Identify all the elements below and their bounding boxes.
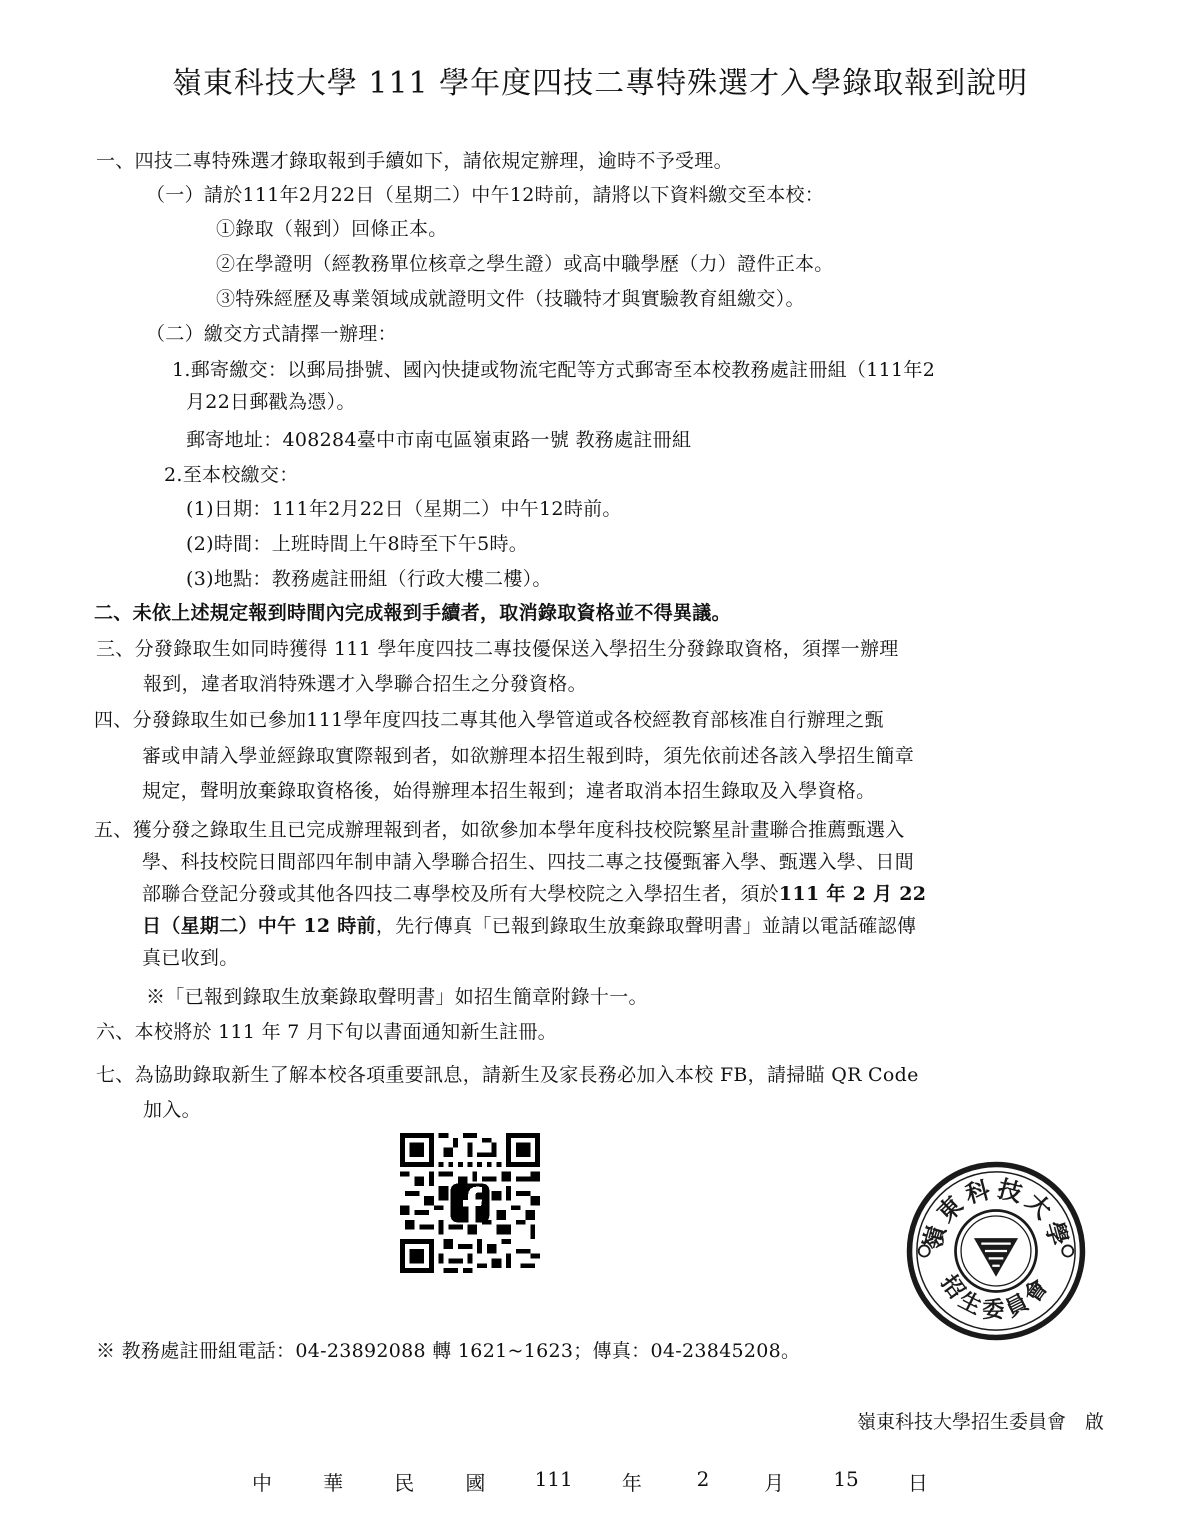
inperson-date: (1)日期：111年2月22日（星期二）中午12時前。 xyxy=(186,498,622,520)
date-part: 日 xyxy=(907,1471,928,1495)
item-1-2-mail: 1.郵寄繳交：以郵局掛號、國內快捷或物流宅配等方式郵寄至本校教務處註冊組（111年2 xyxy=(172,359,936,381)
item-2: 二、未依上述規定報到時間內完成報到手續者，取消錄取資格並不得異議。 xyxy=(94,602,731,624)
inperson-place: (3)地點：教務處註冊組（行政大樓二樓）。 xyxy=(186,568,552,590)
item-3: 三、分發錄取生如同時獲得 111 學年度四技二專技優保送入學招生分發錄取資格，須擇一辦理 xyxy=(96,638,899,660)
item-1-2-mail-cont: 月22日郵戳為憑）。 xyxy=(186,391,356,413)
item-6: 六、本校將於 111 年 7 月下旬以書面通知新生註冊。 xyxy=(96,1021,557,1043)
item-1-heading: 一、四技二專特殊選才錄取報到手續如下，請依規定辦理，逾時不予受理。 xyxy=(96,150,733,172)
date-part: 民 xyxy=(394,1471,415,1495)
item-5-cont-2 xyxy=(142,879,926,906)
date-year: 111 xyxy=(534,1467,573,1491)
svg-text:嶺東科技大學: 嶺東科技大學 xyxy=(917,1174,1075,1254)
item-5-note: ※「已報到錄取生放棄錄取聲明書」如招生簡章附錄十一。 xyxy=(146,986,648,1008)
mail-address: 郵寄地址：408284臺中市南屯區嶺東路一號 教務處註冊組 xyxy=(186,429,692,451)
item-5-cont-3-text: ，先行傳真「已報到錄取生放棄錄取聲明書」並請以電話確認傳 xyxy=(375,915,917,937)
date-part: 國 xyxy=(465,1471,486,1495)
date-part: 年 xyxy=(621,1471,642,1495)
signature: 嶺東科技大學招生委員會 啟 xyxy=(856,1411,1104,1433)
item-1-1: （一）請於111年2月22日（星期二）中午12時前，請將以下資料繳交至本校： xyxy=(146,184,825,206)
date-month: 2 xyxy=(696,1467,710,1491)
item-5-cont-4: 真已收到。 xyxy=(142,947,239,969)
svg-text:招生委員會: 招生委員會 xyxy=(935,1270,1057,1324)
seal-icon xyxy=(904,1159,1088,1343)
item-1-2-inperson: 2.至本校繳交： xyxy=(164,464,299,486)
item-5-cont-3 xyxy=(142,911,916,938)
deadline-time: 日（星期二）中午 12 時前 xyxy=(142,915,376,937)
contact-info: ※ 教務處註冊組電話：04-23892088 轉 1621~1623；傳真：04-23845208。 xyxy=(96,1340,801,1362)
item-7: 七、為協助錄取新生了解本校各項重要訊息，請新生及家長務必加入本校 FB，請掃瞄 QR Code xyxy=(96,1064,919,1086)
item-1-1-a: ①錄取（報到）回條正本。 xyxy=(216,218,448,240)
item-1-2: （二）繳交方式請擇一辦理： xyxy=(146,323,397,345)
item-1-1-b: ②在學證明（經教務單位核章之學生證）或高中職學歷（力）證件正本。 xyxy=(216,253,834,275)
issue-date xyxy=(250,1467,930,1496)
date-day: 15 xyxy=(833,1467,859,1491)
item-4-cont-2: 規定，聲明放棄錄取資格後，始得辦理本招生報到；違者取消本招生錄取及入學資格。 xyxy=(142,780,876,802)
item-7-cont: 加入。 xyxy=(143,1099,201,1121)
item-5-cont-1: 學、科技校院日間部四年制申請入學聯合招生、四技二專之技優甄審入學、甄選入學、日間 xyxy=(142,851,915,873)
qr-code-icon[interactable] xyxy=(400,1133,540,1273)
date-part: 中 xyxy=(252,1471,272,1495)
inperson-time: (2)時間：上班時間上午8時至下午5時。 xyxy=(186,533,529,555)
page-title: 嶺東科技大學 111 學年度四技二專特殊選才入學錄取報到說明 xyxy=(171,66,1029,101)
date-part: 月 xyxy=(764,1471,785,1495)
deadline-date: 111 年 2 月 22 xyxy=(778,883,927,905)
item-3-cont: 報到，違者取消特殊選才入學聯合招生之分發資格。 xyxy=(143,673,587,695)
date-part: 華 xyxy=(323,1471,344,1495)
item-4-cont-1: 審或申請入學並經錄取實際報到者，如欲辦理本招生報到時，須先依前述各該入學招生簡章 xyxy=(142,745,915,767)
item-5: 五、獲分發之錄取生且已完成辦理報到者，如欲參加本學年度科技校院繁星計畫聯合推薦甄選入 xyxy=(94,819,905,841)
item-5-cont-2-text: 部聯合登記分發或其他各四技二專學校及所有大學校院之入學招生者，須於 xyxy=(142,883,779,905)
item-1-1-c: ③特殊經歷及專業領域成就證明文件（技職特才與實驗教育組繳交）。 xyxy=(216,288,805,310)
item-4: 四、分發錄取生如已參加111學年度四技二專其他入學管道或各校經教育部核准自行辦理之甄 xyxy=(94,709,884,731)
